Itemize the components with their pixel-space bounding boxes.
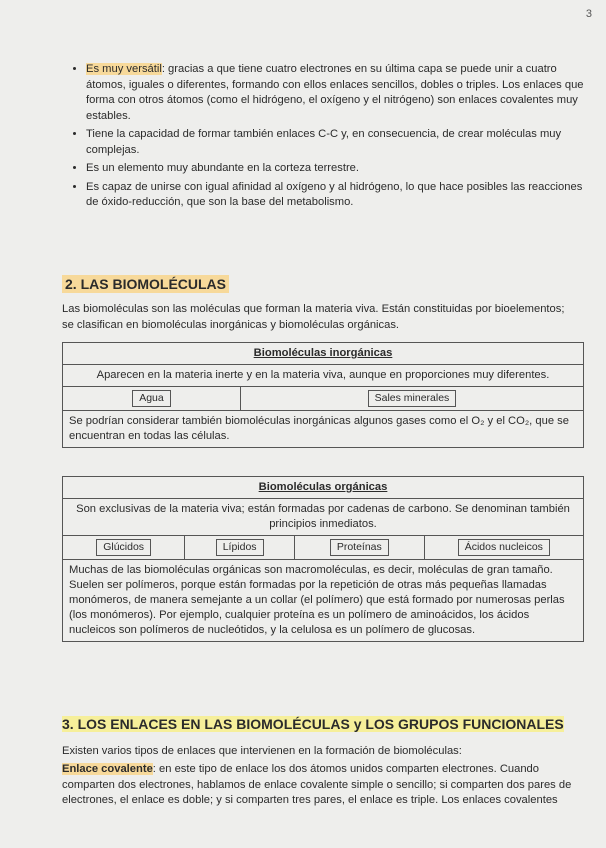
- type-acidos-nucleicos: Ácidos nucleicos: [458, 539, 550, 556]
- type-agua: Agua: [132, 390, 171, 407]
- inorganic-note: Se podrían considerar también biomoléculas inorgánicas algunos gases como el O₂ y el CO₂, que se encuentran en todas las células.: [63, 411, 584, 448]
- type-lipidos: Lípidos: [216, 539, 264, 556]
- inorganic-table: [62, 342, 584, 448]
- section-3-heading: [62, 716, 582, 732]
- list-item-text: Es un elemento muy abundante en la corteza terrestre.: [86, 162, 360, 174]
- organic-table: [62, 476, 584, 642]
- section-2-intro: Las biomoléculas son las moléculas que forman la materia viva. Están constituidas por bioelementos; se clasifican en biomoléculas inorgánicas y biomoléculas orgánicas.: [62, 303, 565, 331]
- covalent-label: Enlace covalente: [62, 763, 153, 775]
- type-sales-minerales: Sales minerales: [368, 390, 457, 407]
- list-item: [86, 127, 586, 158]
- section-3-intro: Existen varios tipos de enlaces que intervienen en la formación de biomoléculas:: [62, 745, 462, 757]
- page-number: 3: [585, 8, 592, 20]
- covalent-text: : en este tipo de enlace los dos átomos unidos comparten electrones. Cuando comparten dos electrones, hablamos de enlace covalente simple o sencillo; si comparten dos pares de electrones, el enlace es doble; y si comparten tres pares, el enlace es triple. Los enlaces covalentes: [62, 763, 572, 806]
- section-3-covalent: [62, 762, 574, 809]
- inorganic-title: Biomoléculas inorgánicas: [253, 347, 393, 359]
- list-item-text: Es capaz de unirse con igual afinidad al oxígeno y al hidrógeno, lo que hace posibles las reacciones de óxido-reducción, que son la base del metabolismo.: [86, 180, 583, 208]
- list-item: [86, 62, 586, 124]
- type-proteinas: Proteínas: [330, 539, 389, 556]
- list-item: [86, 161, 586, 177]
- list-item-text: Tiene la capacidad de formar también enlaces C-C y, en consecuencia, de crear moléculas muy complejas.: [86, 128, 562, 156]
- inorganic-desc: Aparecen en la materia inerte y en la materia viva, aunque en proporciones muy diferentes.: [63, 365, 584, 387]
- organic-desc: Son exclusivas de la materia viva; están formadas por cadenas de carbono. Se denominan también principios inmediatos.: [63, 499, 584, 536]
- organic-title: Biomoléculas orgánicas: [258, 481, 388, 493]
- organic-note: Muchas de las biomoléculas orgánicas son macromoléculas, es decir, moléculas de gran tamaño. Suelen ser polímeros, porque están formadas por la repetición de otras más pequeñas llamadas monómeros, de manera semejante a un collar (el polímero) que está formado por numerosas perlas (los monómeros). Por ejemplo, cualquier proteína es un polímero de aminoácidos, los ácidos nucleicos son polímeros de nucleótidos, y la celulosa es un polímero de glucosas.: [63, 560, 584, 642]
- carbon-properties-list: [70, 62, 586, 214]
- section-2-title: 2. LAS BIOMOLÉCULAS: [62, 275, 229, 293]
- section-3-title: 3. LOS ENLACES EN LAS BIOMOLÉCULAS y LOS GRUPOS FUNCIONALES: [62, 716, 564, 732]
- highlight-versatil: Es muy versátil: [86, 63, 162, 75]
- list-item-text: : gracias a que tiene cuatro electrones en su última capa se puede unir a cuatro átomos, iguales o diferentes, formando con ellos enlaces sencillos, dobles o triples. Los enlaces que forma con otros átomos (como el hidrógeno, el oxígeno y el nitrógeno) son enlaces covalentes muy estables.: [86, 63, 584, 122]
- type-glucidos: Glúcidos: [96, 539, 151, 556]
- list-item: [86, 180, 586, 211]
- section-2-heading: [62, 276, 229, 292]
